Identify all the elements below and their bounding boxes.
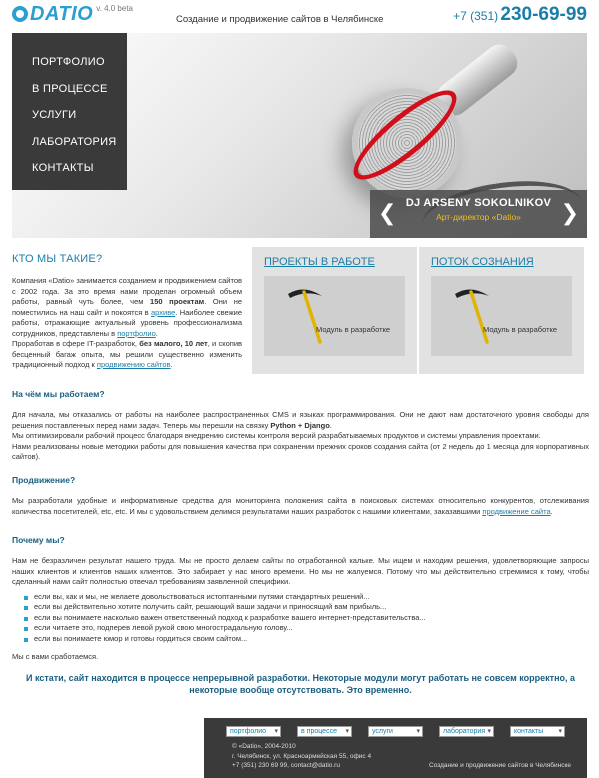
chevron-left-icon[interactable]: ❮ xyxy=(378,200,397,225)
about-text-part: Проработав в сфере IT-разработок, xyxy=(12,339,140,348)
logo-circle-icon xyxy=(12,6,28,22)
why-list xyxy=(12,592,589,645)
menu-item-contacts[interactable]: КОНТАКТЫ xyxy=(32,162,94,174)
about-projects-count: 150 проектам xyxy=(150,297,205,306)
about-title: КТО МЫ ТАКИЕ? xyxy=(12,253,103,265)
menu-item-in-progress[interactable]: В ПРОЦЕССЕ xyxy=(32,82,108,95)
menu-item-services[interactable]: УСЛУГИ xyxy=(32,109,77,121)
promo-section xyxy=(12,475,589,517)
pickaxe-icon xyxy=(453,286,493,346)
promo-title: Продвижение? xyxy=(12,475,76,485)
stream-panel xyxy=(419,247,584,374)
about-text xyxy=(12,276,242,371)
slide-person-name: DJ ARSENY SOKOLNIKOV xyxy=(405,197,552,209)
projects-panel-placeholder xyxy=(264,276,405,356)
footer xyxy=(204,718,587,778)
main-menu xyxy=(12,33,127,190)
about-text-part: . Наиболее свежие работы, отражающие актуальный уровень профессионализма сотрудников, представлены в xyxy=(12,307,242,338)
work-text-part: Мы оптимизировали рабочий процесс благодаря внедрению системы контроля версий разрабатываемых продуктов и системы управления проектами. xyxy=(12,431,541,440)
work-text-part: Нами реализованы новые методики работы для повышения качества при сохранении прежних сроков создания сайта (от 2 недель до 1 месяца для корпоративных сайтов). xyxy=(12,441,589,461)
phone-number: 230-69-99 xyxy=(500,4,587,25)
work-stack: Python + Django xyxy=(270,420,330,430)
about-text-part: Компания «Datio» занимается созданием и продвижением сайтов с 2002 года. За это время нами проделан огромный объем работы, равный чуть более, чем xyxy=(12,276,242,306)
footer-select-laboratory[interactable]: лаборатория ▾ xyxy=(439,726,494,737)
stream-panel-label: Модуль в разработке xyxy=(483,325,558,334)
projects-panel xyxy=(252,247,417,374)
slide-person-role: Арт-директор «Datio» xyxy=(436,212,521,222)
chevron-right-icon[interactable]: ❯ xyxy=(560,200,579,225)
footer-copyright xyxy=(232,742,371,771)
phone xyxy=(453,4,587,26)
about-years: без малого, 10 лет xyxy=(139,339,208,348)
work-title: На чём мы работаем? xyxy=(12,389,105,399)
footer-select-services[interactable]: услуги ▾ xyxy=(368,726,423,737)
why-outro: Мы с вами сработаемся. xyxy=(12,652,99,661)
work-text-part: . xyxy=(329,420,332,430)
phone-code: +7 (351) xyxy=(453,9,499,23)
header xyxy=(0,0,599,32)
promotion-link[interactable]: продвижению сайтов xyxy=(96,360,171,369)
footer-select-in-progress[interactable]: в процессе ▾ xyxy=(297,726,352,737)
pickaxe-icon xyxy=(286,286,326,346)
footer-tagline: Создание и продвижение сайтов в Челябинске xyxy=(429,762,571,769)
list-item: если вы понимаете юмор и готовы гордиться своим сайтом... xyxy=(24,634,589,645)
logo[interactable] xyxy=(12,4,133,24)
logo-text: DATIO xyxy=(30,3,94,25)
about-text-part: . xyxy=(155,328,158,338)
development-notice: И кстати, сайт находится в процессе непрерывной разработки. Некоторые модули могут работать не совсем корректно, а некоторые вообще отсутствовать. Это временно. xyxy=(25,673,576,695)
menu-item-laboratory[interactable]: ЛАБОРАТОРИЯ xyxy=(32,135,117,148)
footer-nav xyxy=(226,726,565,737)
header-tagline: Создание и продвижение сайтов в Челябинске xyxy=(176,14,384,25)
list-item: если читаете это, подперев левой рукой свою многострадальную голову... xyxy=(24,623,589,634)
work-text xyxy=(12,410,589,463)
slide-caption xyxy=(370,190,587,238)
why-intro: Нам не безразличен результат нашего труда. Мы не просто делаем сайты по отработанной кальке. Мы ищем и находим решения, удовлетворяющие запросы наших клиентов и клиентов наших клиентов. Это забирает у нас много времени. Но мы не жалуемся. Потому что мы действительно стремимся к тому, чтобы сделанный нами сайт полностью отвечал требованиям заявленной специфики. xyxy=(12,556,589,586)
list-item: если вы, как и мы, не желаете довольствоваться истоптанными путями стандартных решений... xyxy=(24,592,589,603)
why-title: Почему мы? xyxy=(12,535,65,545)
about-text-part: . Они не поместились на наш сайт и покоятся в xyxy=(12,297,243,317)
about-section xyxy=(12,253,242,371)
promo-text xyxy=(12,496,589,517)
promo-text-part: Мы разработали удобные и информативные средства для мониторинга положения сайта в поисковых системах относительно конкурентов, отслеживания количества посетителей, etc, etc. И мы с удовольствием делимся результатами наших разработок с нашими клиентами, заказавшими xyxy=(12,496,589,516)
footer-select-portfolio[interactable]: портфолио ▾ xyxy=(226,726,281,737)
footer-select-contacts[interactable]: контакты ▾ xyxy=(510,726,565,737)
site-promotion-link[interactable]: продвижение сайта xyxy=(482,506,551,516)
portfolio-link[interactable]: портфолио xyxy=(117,328,156,338)
contacts-text: +7 (351) 230 69 99, contact@datio.ru xyxy=(232,762,340,769)
copyright-text: © «Datio», 2004-2010 xyxy=(232,743,296,750)
projects-panel-label: Модуль в разработке xyxy=(316,325,391,334)
work-section xyxy=(12,389,589,463)
version-label: v. 4.0 beta xyxy=(96,4,133,13)
list-item: если вы действительно хотите получить сайт, решающий ваши задачи и приносящий вам прибыль... xyxy=(24,602,589,613)
archive-link[interactable]: архиве xyxy=(151,307,176,317)
work-text-part: Для начала, мы отказались от работы на наиболее распространенных CMS и языках программирования. Они не дают нам достаточного уровня свободы для решения поставленных перед нами задач. Теперь мы перешли на связку xyxy=(12,410,589,430)
about-text-part: . xyxy=(170,360,173,369)
promo-text-part: . xyxy=(550,506,553,516)
about-text-part: , и скопив бесценный багаж опыта, мы решили существенно изменить традиционный подход к xyxy=(12,339,242,369)
projects-panel-title[interactable]: ПРОЕКТЫ В РАБОТЕ xyxy=(264,256,375,268)
address-text: г. Челябинск, ул. Красноармейская 55, офис 4 xyxy=(232,752,372,760)
menu-item-portfolio[interactable]: ПОРТФОЛИО xyxy=(32,56,105,68)
list-item: если вы понимаете насколько важен ответственный подход к разработке вашего интернет-представительства... xyxy=(24,613,589,624)
hero-banner xyxy=(12,33,587,238)
why-section xyxy=(12,535,589,663)
stream-panel-placeholder xyxy=(431,276,572,356)
stream-panel-title[interactable]: ПОТОК СОЗНАНИЯ xyxy=(431,256,534,268)
